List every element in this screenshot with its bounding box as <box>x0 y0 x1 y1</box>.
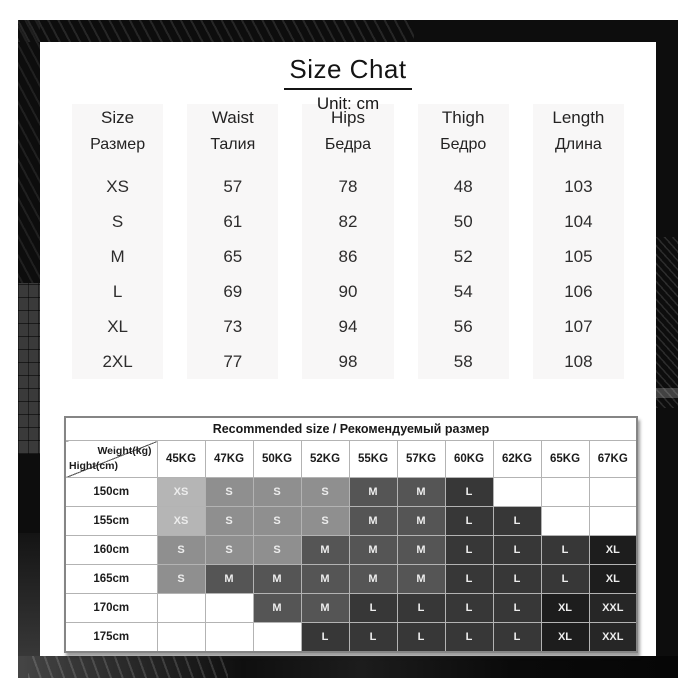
size-table-header-en: Waist <box>211 108 254 127</box>
frame-texture-top <box>18 20 414 42</box>
size-table-cell: 86 <box>290 239 405 274</box>
size-cell <box>541 507 589 536</box>
height-label-cell: 175cm <box>65 623 157 653</box>
size-table-cell: 50 <box>406 204 521 239</box>
size-cell: XXL <box>589 594 637 623</box>
height-label-cell: 155cm <box>65 507 157 536</box>
size-table-header <box>290 104 405 169</box>
frame-texture-left-grid <box>18 283 40 454</box>
size-table-cell: S <box>60 204 175 239</box>
size-table-header <box>521 104 636 169</box>
size-cell: L <box>445 507 493 536</box>
size-table-cell: 57 <box>175 169 290 204</box>
rec-data-row <box>65 507 637 536</box>
size-table-cell: 98 <box>290 344 405 379</box>
size-cell: M <box>253 565 301 594</box>
size-table-cell: 65 <box>175 239 290 274</box>
size-cell: L <box>445 536 493 565</box>
size-cell: L <box>445 594 493 623</box>
size-chart-card <box>40 42 656 656</box>
size-cell: L <box>493 536 541 565</box>
weight-header-cell: 55KG <box>349 441 397 478</box>
size-cell <box>157 594 205 623</box>
size-table-cell: 78 <box>290 169 405 204</box>
size-cell: M <box>205 565 253 594</box>
corner-height-label: Hight(cm) <box>69 460 118 472</box>
size-cell <box>157 623 205 653</box>
weight-header-cell: 45KG <box>157 441 205 478</box>
size-table-cell: 94 <box>290 309 405 344</box>
size-cell: S <box>253 478 301 507</box>
size-cell: XS <box>157 478 205 507</box>
size-table-cell: 107 <box>521 309 636 344</box>
size-table-cell: 77 <box>175 344 290 379</box>
size-cell: XL <box>589 536 637 565</box>
size-cell: L <box>493 507 541 536</box>
size-table-cell: 61 <box>175 204 290 239</box>
rec-data-row <box>65 536 637 565</box>
size-cell: L <box>493 623 541 653</box>
frame-texture-right-hatch <box>656 237 678 408</box>
size-table-header-ru: Размер <box>90 136 146 153</box>
recommended-table-wrap <box>64 416 638 653</box>
height-label-cell: 170cm <box>65 594 157 623</box>
size-cell: L <box>445 565 493 594</box>
size-table-header-ru: Талия <box>210 136 256 153</box>
weight-header-cell: 50KG <box>253 441 301 478</box>
size-cell: L <box>349 594 397 623</box>
page-title: Size Chat <box>284 54 411 90</box>
size-table-cell: 103 <box>521 169 636 204</box>
rec-title-row <box>65 417 637 441</box>
weight-header-cell: 47KG <box>205 441 253 478</box>
size-table-cell: 52 <box>406 239 521 274</box>
weight-header-cell: 67KG <box>589 441 637 478</box>
size-cell: M <box>349 536 397 565</box>
size-cell <box>493 478 541 507</box>
size-table-header-ru: Бедро <box>440 136 487 153</box>
size-cell: S <box>253 507 301 536</box>
size-cell: S <box>205 536 253 565</box>
size-table-cell: 69 <box>175 274 290 309</box>
size-table-header-ru: Длина <box>554 136 602 153</box>
rec-data-row <box>65 478 637 507</box>
rec-data-row <box>65 565 637 594</box>
size-cell: L <box>397 623 445 653</box>
size-cell <box>205 623 253 653</box>
weight-header-cell: 60KG <box>445 441 493 478</box>
size-cell <box>589 507 637 536</box>
size-table-cell: 2XL <box>60 344 175 379</box>
frame-texture-right-strip <box>656 388 678 398</box>
height-label-cell: 150cm <box>65 478 157 507</box>
size-table <box>60 104 636 379</box>
size-cell: S <box>205 478 253 507</box>
weight-header-cell: 57KG <box>397 441 445 478</box>
size-cell: S <box>157 565 205 594</box>
size-table-header-en: Thigh <box>441 108 485 127</box>
height-label-cell: 160cm <box>65 536 157 565</box>
rec-data-row <box>65 594 637 623</box>
size-cell: S <box>205 507 253 536</box>
size-cell: XL <box>541 594 589 623</box>
size-table-header <box>60 104 175 169</box>
size-table-header-en: Length <box>552 108 605 127</box>
size-table-cell: 104 <box>521 204 636 239</box>
size-table-cell: 54 <box>406 274 521 309</box>
recommended-size-table <box>64 416 638 653</box>
size-cell: L <box>493 594 541 623</box>
size-cell: M <box>349 478 397 507</box>
size-table-cell: 58 <box>406 344 521 379</box>
weight-header-cell: 62KG <box>493 441 541 478</box>
size-table-cell: M <box>60 239 175 274</box>
size-cell: L <box>493 565 541 594</box>
size-cell: XL <box>589 565 637 594</box>
size-table-cell: 106 <box>521 274 636 309</box>
size-cell: L <box>541 536 589 565</box>
size-cell <box>205 594 253 623</box>
size-cell: S <box>301 507 349 536</box>
size-cell: M <box>253 594 301 623</box>
size-table-cell: XL <box>60 309 175 344</box>
size-table-cell: 105 <box>521 239 636 274</box>
height-label-cell: 165cm <box>65 565 157 594</box>
size-cell: M <box>301 594 349 623</box>
size-cell: S <box>253 536 301 565</box>
size-table-cell: 82 <box>290 204 405 239</box>
size-cell: L <box>349 623 397 653</box>
unit-label: Unit: cm <box>316 94 380 113</box>
size-cell <box>541 478 589 507</box>
frame-texture-bottom-streaks <box>28 656 228 678</box>
weight-header-cell: 52KG <box>301 441 349 478</box>
size-table-cell: 108 <box>521 344 636 379</box>
size-table-header-en: Size <box>101 108 135 127</box>
rec-data-row <box>65 623 637 653</box>
size-table-header <box>175 104 290 169</box>
size-cell: XS <box>157 507 205 536</box>
recommended-table-title: Recommended size / Рекомендуемый размер <box>65 417 637 441</box>
size-cell: M <box>349 507 397 536</box>
frame-texture-left-top <box>18 20 40 296</box>
size-cell: XL <box>541 623 589 653</box>
size-cell: M <box>397 565 445 594</box>
size-table-cell: 90 <box>290 274 405 309</box>
size-table-cell: 48 <box>406 169 521 204</box>
corner-cell <box>65 441 157 478</box>
size-cell: L <box>445 478 493 507</box>
size-cell <box>253 623 301 653</box>
size-cell: S <box>157 536 205 565</box>
size-cell: M <box>301 565 349 594</box>
weight-header-cell: 65KG <box>541 441 589 478</box>
size-table-cell: 56 <box>406 309 521 344</box>
size-cell: M <box>397 478 445 507</box>
size-cell: L <box>397 594 445 623</box>
size-cell: M <box>397 536 445 565</box>
size-cell: L <box>541 565 589 594</box>
size-cell: S <box>301 478 349 507</box>
size-cell: M <box>301 536 349 565</box>
size-cell: XXL <box>589 623 637 653</box>
size-cell: M <box>397 507 445 536</box>
size-table-cell: L <box>60 274 175 309</box>
size-table-cell: XS <box>60 169 175 204</box>
size-table-header <box>406 104 521 169</box>
size-table-cell: 73 <box>175 309 290 344</box>
size-table-header-ru: Бедра <box>324 136 372 153</box>
size-cell: L <box>445 623 493 653</box>
rec-header-row <box>65 441 637 478</box>
corner-weight-label: Weight(kg) <box>97 445 152 457</box>
size-cell: L <box>301 623 349 653</box>
size-cell: M <box>349 565 397 594</box>
size-table-header-en: Hips <box>330 108 365 127</box>
size-cell <box>589 478 637 507</box>
